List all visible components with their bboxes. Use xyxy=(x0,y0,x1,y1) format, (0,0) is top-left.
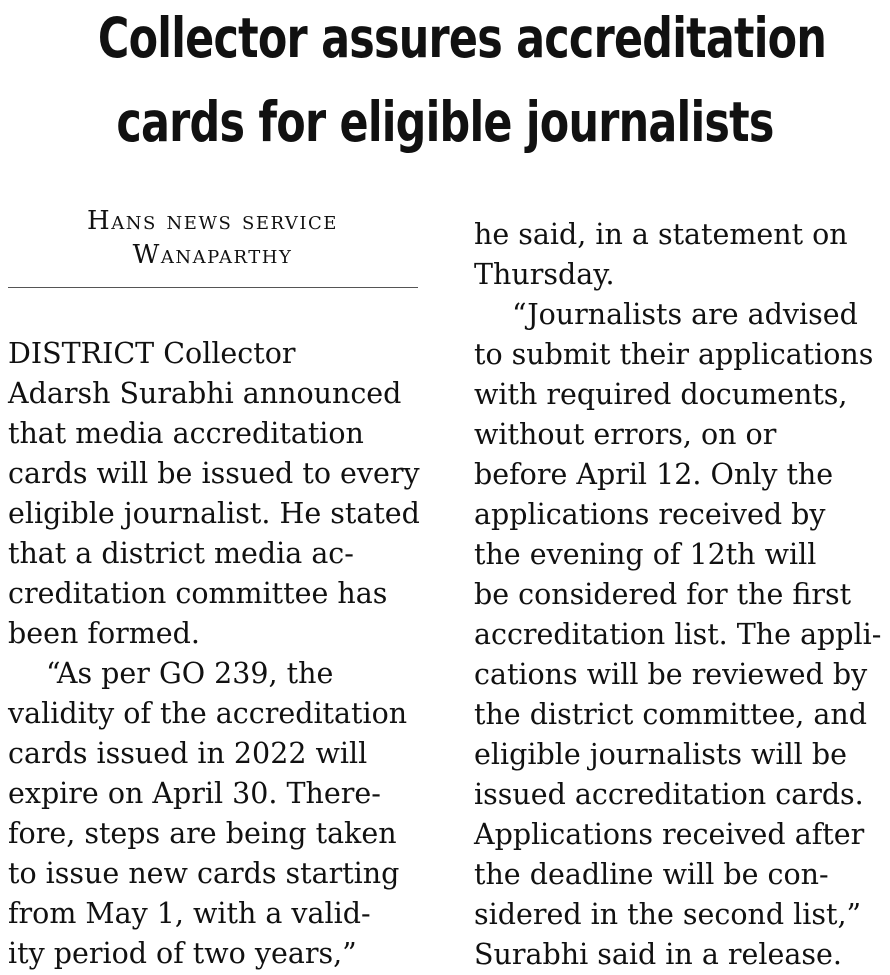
body-line: to submit their applications xyxy=(474,338,874,371)
body-line: cations will be reviewed by xyxy=(474,658,868,691)
article-column-left xyxy=(8,334,428,974)
body-line: sidered in the second list,” xyxy=(474,898,862,931)
body-line: to issue new cards starting xyxy=(8,857,400,890)
body-line: eligible journalists will be xyxy=(474,738,847,771)
byline xyxy=(10,204,415,272)
body-line: fore, steps are being taken xyxy=(8,817,397,850)
body-line: applications received by xyxy=(474,498,826,531)
body-line: the deadline will be con- xyxy=(474,858,829,891)
byline-place: Wanaparthy xyxy=(132,240,293,270)
body-line: expire on April 30. There- xyxy=(8,777,381,810)
headline-line-1: Collector assures accreditation xyxy=(97,6,827,70)
body-line: that media accreditation xyxy=(8,417,364,450)
body-line: without errors, on or xyxy=(474,418,777,451)
body-line: “As per GO 239, the xyxy=(46,657,334,690)
body-line: be considered for the first xyxy=(474,578,852,611)
body-line: Adarsh Surabhi announced xyxy=(8,377,402,410)
body-line: creditation committee has xyxy=(8,577,388,610)
body-line: that a district media ac- xyxy=(8,537,354,570)
body-line: from May 1, with a valid- xyxy=(8,897,371,930)
body-line: Thursday. xyxy=(474,258,615,291)
body-line: the district committee, and xyxy=(474,698,868,731)
body-line: before April 12. Only the xyxy=(474,458,834,491)
body-line: Surabhi said in a release. xyxy=(474,938,842,971)
body-line: cards issued in 2022 will xyxy=(8,737,368,770)
body-line: accreditation list. The appli- xyxy=(474,618,882,651)
body-line: “Journalists are advised xyxy=(512,298,858,331)
byline-agency: Hans news service xyxy=(87,206,338,236)
body-line: eligible journalist. He stated xyxy=(8,497,420,530)
body-line: issued accreditation cards. xyxy=(474,778,864,811)
article-column-right xyxy=(474,215,890,975)
body-line: DISTRICT Collector xyxy=(8,337,296,370)
byline-divider xyxy=(8,287,418,288)
body-line: been formed. xyxy=(8,617,200,650)
headline xyxy=(0,0,890,152)
body-line: validity of the accreditation xyxy=(8,697,408,730)
body-line: with required documents, xyxy=(474,378,848,411)
body-line: the evening of 12th will xyxy=(474,538,817,571)
body-line: Applications received after xyxy=(474,818,865,851)
body-line: cards will be issued to every xyxy=(8,457,420,490)
body-line: he said, in a statement on xyxy=(474,218,848,251)
headline-line-2: cards for eligible journalists xyxy=(116,90,774,154)
body-line: ity period of two years,” xyxy=(8,937,357,970)
